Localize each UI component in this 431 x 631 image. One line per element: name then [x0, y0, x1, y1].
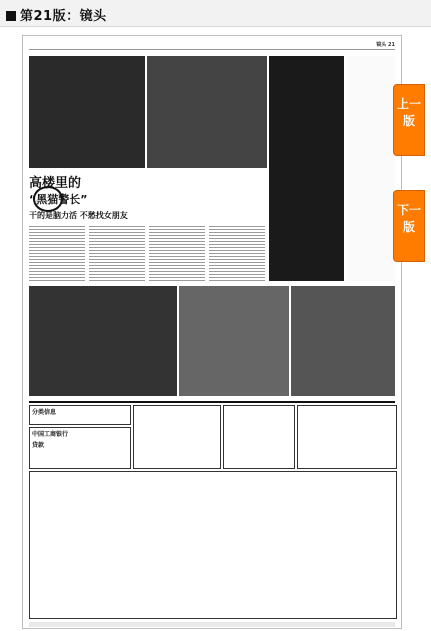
- bank-ad-text: 中国工商银行: [32, 431, 69, 438]
- newspaper-page-image: [22, 35, 402, 629]
- title-bullet-icon: [6, 11, 16, 21]
- photo-top-right: [269, 56, 344, 281]
- next-page-label: 下一版: [396, 203, 421, 234]
- page-header: [0, 0, 431, 27]
- article-column: [209, 224, 265, 282]
- headline-line-1: 高楼里的: [29, 176, 82, 191]
- headline-line-2: “黑猫警长”: [29, 193, 88, 206]
- photo-band: [29, 286, 395, 396]
- ad-box: [297, 405, 397, 469]
- ad-box: [223, 405, 295, 469]
- photo-top-middle: [147, 56, 267, 168]
- classified-title: 分类信息: [32, 409, 57, 416]
- classified-header: [29, 405, 131, 425]
- next-page-button[interactable]: [393, 190, 425, 262]
- article-column: [29, 224, 85, 282]
- bank-ad: [29, 427, 131, 469]
- color-bar: [29, 622, 395, 627]
- cat-illustration-icon: [33, 186, 63, 212]
- newspaper-section: 镜头 21: [376, 42, 395, 48]
- previous-page-label: 上一版: [396, 97, 421, 128]
- classified-ads-section: [29, 401, 395, 623]
- newspaper-masthead: [29, 41, 395, 50]
- photo-bottom-middle: [179, 286, 289, 396]
- ad-box: [133, 405, 221, 469]
- article-column: [89, 224, 145, 282]
- page-title-text: 第21版：镜头: [20, 9, 107, 24]
- subheadline: 干的是脑力活 不愁找女朋友: [29, 211, 128, 220]
- previous-page-button[interactable]: [393, 84, 425, 156]
- ads-grid: [29, 471, 397, 619]
- photo-bottom-left: [29, 286, 177, 396]
- photo-bottom-right: [291, 286, 395, 396]
- sidebar-article: [347, 56, 395, 281]
- photo-top-left: [29, 56, 145, 168]
- loan-ad-text: 贷款: [32, 442, 45, 449]
- article-column: [149, 224, 205, 282]
- page-title: [6, 5, 107, 24]
- article-text-columns: [29, 224, 265, 284]
